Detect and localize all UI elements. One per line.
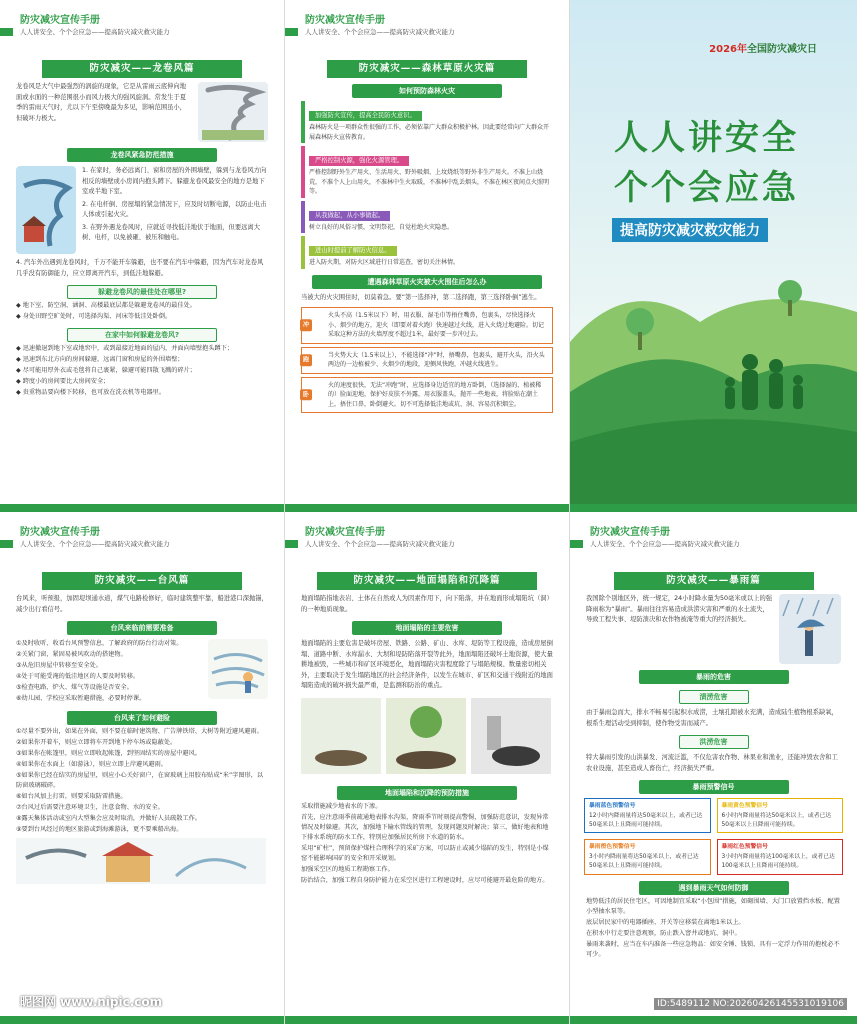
rain-defense-2: 底层居民家中的电器插座、开关等应移装在离地1米以上。 (586, 918, 745, 926)
fire-prevent-item-title: 从我做起，从小事做起。 (309, 211, 390, 221)
typhoon-prepare-item: ②关紧门窗，紧固易被风吹动的搭建物。 (16, 651, 127, 658)
rain-signal-card (584, 798, 711, 833)
typhoon-avoid-item: ⑨要到台风经过的地区旅游或到海滩游泳，更不要乘船出海。 (16, 826, 183, 833)
panel-footer-bar (570, 1016, 857, 1024)
tornado-home-4-text: 跨度小的房间要比大房间安全； (22, 378, 110, 385)
rain-signal-name: 暴雨蓝色预警信号 (589, 803, 636, 809)
rain-signal-text: 3小时内降雨量将达100毫米以上，或者已达100毫米以上且降雨可能持续。 (721, 854, 835, 869)
typhoon-prepare-item: ③从危旧房屋中转移至安全处。 (16, 662, 102, 669)
rain-intro: 我国除个别地区外，统一规定，24小时降水量为50毫米或以上的强降雨称为“暴雨”。暴雨往往容易造成洪涝灾害和严重的水土流失，导致工程失事、堤防溃决和农作物被淹等重大的经济损失。 (586, 595, 773, 623)
fire-prevent-item-title: 加强防火宣传，提高全民防火意识。 (309, 111, 422, 121)
typhoon-prepare-heading: 台风来临前需要准备 (67, 621, 217, 635)
tornado-home-2-text: 迅速到东北方向的房间躲避，远离门窗和房屋的外围墙壁； (22, 356, 184, 363)
tornado-home-5-text: 贵重物品要向楼下转移，也可放在洗衣机等电器里。 (22, 389, 166, 396)
tornado-home-3-text: 尽可能用厚外衣或毛毯将自己裹紧，躲避可能四散飞溅的碎片； (22, 367, 196, 374)
cover-year-number: 2026年 (709, 44, 747, 55)
tornado-best-1: ◆ 地下室、防空洞、涵洞、高楼最底层都是躲避龙卷风的最佳处。 (16, 302, 196, 309)
tornado-house-icon (16, 166, 76, 254)
cover-landscape-icon (570, 252, 857, 512)
rain-signal-text: 3小时内降雨量将达50毫米以上，或者已达50毫米以上且降雨可能持续。 (589, 854, 699, 869)
tornado-intro-row (16, 82, 268, 142)
panel-ground-collapse (285, 512, 570, 1024)
tornado-home-2: ◆ 迅速到东北方向的房间躲避，远离门窗和房屋的外围墙壁； (16, 356, 184, 363)
tornado-measures-heading: 龙卷风紧急防范措施 (67, 148, 217, 162)
typhoon-avoid-item: ⑥如台风加上打雷，则要采取防雷措施。 (16, 793, 127, 800)
panel-rainstorm (570, 512, 857, 1024)
rain-signal-card (717, 839, 844, 874)
tornado-home-1: ◆ 迅速撤退到地下室或地窖中，或到最接近地面的屋内，并面向墙壁抱头蹲下； (16, 345, 234, 352)
fire-prevent-item (301, 236, 553, 269)
header-accent (0, 28, 13, 36)
section-title: 防灾减灾——地面塌陷和沉降篇 (317, 572, 537, 590)
panel-footer-bar (0, 504, 284, 512)
fire-escape-tag: 跑 (300, 354, 312, 366)
section-title: 防灾减灾——台风篇 (42, 572, 242, 590)
fire-escape-tag: 冲 (300, 320, 312, 332)
header-accent (285, 540, 298, 548)
header-accent (0, 540, 13, 548)
typhoon-wind-icon (208, 639, 268, 699)
tornado-best-2-text: 身处田野空旷处时，可选择沟渠、河床等低洼处卧倒。 (22, 313, 172, 320)
header-subtitle: 人人讲安全、个个会应急——提高防灾减灾救灾能力 (20, 28, 170, 36)
fire-prevent-item-title: 进山时提前了解防火信息。 (309, 246, 397, 256)
fire-prevent-item-text: 进入防火期，对防火区域进行日常巡查，密切关注林情。 (309, 259, 460, 266)
tornado-home-4: ◆ 跨度小的房间要比大房间安全； (16, 378, 110, 385)
brochure-inner-side (0, 512, 857, 1024)
typhoon-avoid-item: ⑦台风过后需要注意环境卫生，注意食物、水的安全。 (16, 804, 164, 811)
rain-signal-text: 6小时内降雨量将达50毫米以上，或者已达50毫米以上且降雨可能持续。 (721, 812, 832, 828)
tornado-home-heading: 在家中如何躲避龙卷风? (67, 328, 217, 342)
panel-footer-bar (0, 1016, 284, 1024)
rain-signal-grid (584, 798, 843, 875)
fire-prevent-item (301, 146, 553, 198)
typhoon-prepare-row (16, 639, 268, 705)
typhoon-intro: 台风来，听预报，加固堤坝通水道，煤气电路检修好，临时建筑整牢靠，船进港口深抛锚，减少出行看信号。 (16, 595, 268, 613)
rain-harm-2-title: 洪涝危害 (679, 735, 749, 749)
ground-prevent-heading: 地面塌陷和沉降的预防措施 (337, 786, 517, 800)
rain-signal-card (717, 798, 844, 833)
section-title: 防灾减灾——暴雨篇 (614, 572, 814, 590)
ground-harm-heading: 地面塌陷的主要危害 (352, 621, 502, 635)
typhoon-avoid-item: ⑤如果你已经在结实的房屋里，则应小心关好窗户，在窗玻璃上用胶布贴成“米”字图形，以防窗玻璃破碎。 (16, 772, 264, 789)
typhoon-prepare-list (16, 639, 202, 705)
typhoon-scene-icon (16, 838, 266, 884)
ground-prevent-5: 防治结合，加强工程自身防护能力在采空区进行工程建设时，应尽可能避开最危险的地方。 (301, 876, 549, 884)
header-title: 防灾减灾宣传手册 (305, 15, 385, 26)
ground-prevent-2: 首先，应注意雨季前疏通地表排水沟渠，降雨季节时刻提高警惕，加强防范意识，发现异常情况及时躲避。其次，加强地下输水管线的管理，发现问题及时解决；第三，做好地表和地下排水系统的防水工作，特别应加强居民所房下水道的防水。 (301, 813, 549, 841)
ground-harm-text: 地面塌陷的主要危害是破坏房屋、铁路、公路、矿山、水库、堤防等工程设施，造成房屋倒塌、道路中断、水库漏水、大坝和堤防陷落开裂等此外，地面塌陷还破坏土地资源，使大量耕地被毁，一些城市和矿区环境恶化，地面塌陷灾害程度除了与塌陷规模、数量密切相关外，主要取决于发生塌陷地区的社会经济条件，以发生在城市、矿区和交通干线附近的地面塌陷造成的破坏损失最严重，是监测和防治的重点。 (301, 640, 553, 689)
watermark-site: 昵图网 www.nipic.com (20, 995, 163, 1009)
tornado-home-3: ◆ 尽可能用厚外衣或毛毯将自己裹紧，躲避可能四散飞溅的碎片； (16, 367, 196, 374)
ground-prevent-3: 采用“矿柱”，预留保护煤柱合理科学的采矿方案，可以防止或减少塌陷的发生，特别是小煤窑不能影响国矿的安全和开采规划。 (301, 844, 549, 862)
fire-escape-text: 火的速度很快，无法“冲跑”时，应选择身边适宜的地方卧倒，（选择湿的、植被稀的）脸面迎地，保护好皮肤不外露，用衣服盖头，抛开一些地表，将脸贴在潮土上，捂住口鼻，卧倒避火。切不可选择低洼地或坑、洞、容易沉积烟尘。 (328, 381, 542, 408)
typhoon-prepare-item: ④处于可能受淹的低洼地区的人要及时转移。 (16, 673, 140, 680)
header-subtitle: 人人讲安全、个个会应急——提高防灾减灾救灾能力 (305, 540, 455, 548)
rain-signal-name: 暴雨橙色预警信号 (589, 844, 636, 851)
tornado-home-5: ◆ 贵重物品要向楼下转移，也可放在洗衣机等电器里。 (16, 389, 166, 396)
typhoon-avoid-list (0, 727, 284, 835)
fire-prevent-item-text: 严格控制野外生产用火、生活用火、野外吸烟、上坟烧纸等野外非生产用火。不准上山烧荒，不准个人上山用火，不准林中生火取暖，不准林中乱丢烟头，不准在林区夜间点火照明等。 (309, 169, 550, 195)
typhoon-avoid-item: ①尽量不要外出，如果在外面，则不要在临时建筑物、广告牌铁塔、大树等附近避风避雨。 (16, 728, 263, 735)
typhoon-prepare-item: ⑤检查电路、炉火、煤气等设施是否安全。 (16, 684, 133, 691)
tornado-measure-1: 1. 在家时，务必远离门、窗和房屋的外围墙壁，躲到与龙卷风方向相反的墙壁或小房间内抱头蹲下。躲避龙卷风最安全的地方是地下室或半地下室。 (82, 167, 267, 195)
header-subtitle: 人人讲安全、个个会应急——提高防灾减灾救灾能力 (590, 540, 740, 548)
fire-trapped-heading: 遭遇森林草原火灾被大火围住后怎么办 (312, 275, 542, 289)
fire-prevent-item-title: 严格控制火源，强化火源管理。 (309, 156, 409, 166)
cover-year (709, 40, 817, 55)
typhoon-avoid-item: ④如果你在水面上（如游泳），则应立即上岸避风避雨。 (16, 761, 167, 768)
tornado-intro: 龙卷风是大气中最强烈的涡旋的现象，它是从雷雨云底伸向地面或水面的一种范围很小而风力极大的强风旋涡。常发生于夏季的雷雨天气时，尤以下午至傍晚最为多见，影响范围虽小，但破坏力极大。 (16, 83, 187, 122)
rain-signal-card (584, 839, 711, 874)
typhoon-prepare-item: ①及时收听、收看台风预警信息，了解政府的防台行动对策。 (16, 640, 183, 647)
rain-defense-1: 地势低洼的居民住宅区，可因地制宜采取“小包围”措施，如砌围墙、大门口放置挡水板、配置小型抽水泵等。 (586, 897, 840, 915)
cover-headline-1: 人人讲安全 (614, 118, 799, 158)
panel-footer-bar (285, 1016, 569, 1024)
cover-slogan: 提高防灾减灾救灾能力 (612, 218, 768, 242)
panel-typhoon (0, 512, 285, 1024)
panel-header (0, 0, 284, 62)
rain-defense-4: 暴雨来袭时，应当在车内准备一些应急物品：如安全锤、钱锁、具有一定浮力作用的抱枕必不可少。 (586, 940, 840, 958)
panel-header (285, 0, 569, 62)
typhoon-prepare-item: ⑥幼儿园、学校应采取暂避措施，必要时停课。 (16, 695, 146, 702)
fire-prevent-item-text: 森林防火是一项群众性很强的工作，必须依靠广大群众积极护林。因此要经常向广大群众开展森林防火宣传教育。 (309, 124, 550, 141)
tornado-measure-4: 4. 汽车外出遇到龙卷风时，千万不能开车躲避，也不要在汽车中躲避，因为汽车对龙卷风几乎没有防御能力，应立即离开汽车，到低洼地躲避。 (16, 259, 264, 277)
rain-harm-1-title: 渍涝危害 (679, 690, 749, 704)
tornado-best-place-heading: 躲避龙卷风的最佳处在哪里? (67, 285, 217, 299)
tornado-measures-row (16, 166, 268, 254)
panel-tornado (0, 0, 285, 512)
panel-cover (570, 0, 857, 512)
header-accent (285, 28, 298, 36)
rain-signal-heading: 暴雨预警信号 (639, 780, 789, 794)
typhoon-avoid-item: ③如果你在帐篷里，则应立即收起帐篷，到坚固结实的房屋中避风。 (16, 750, 201, 757)
header-title: 防灾减灾宣传手册 (20, 527, 100, 538)
typhoon-avoid-item: ②如果你开着车，则应立即将车开到地下停车场或隐蔽处。 (16, 739, 177, 746)
panel-footer-bar (285, 504, 569, 512)
tornado-home-1-text: 迅速撤退到地下室或地窖中，或到最接近地面的屋内，并面向墙壁抱头蹲下； (22, 345, 234, 352)
fire-prevent-item (301, 101, 553, 143)
watermark-id: ID:5489112 NO:20260426145531019106 (654, 998, 847, 1010)
section-title: 防灾减灾——森林草原火灾篇 (327, 60, 527, 78)
rain-harm-1-text: 由于暴雨急而大，排水不畅易引起积水成涝，土壤孔隙被水充满，造成陆生植物根系缺氧，根系生理活动受到抑制，使作物受害而减产。 (586, 709, 838, 727)
panel-forest-fire (285, 0, 570, 512)
rain-signal-text: 12小时内降雨量将达50毫米以上，或者已达50毫米以上且降雨可能持续。 (589, 812, 703, 828)
fire-escape-item (301, 377, 553, 414)
panel-footer-bar (570, 504, 857, 512)
rain-harm-2-text: 特大暴雨引发的山洪暴发、河流泛滥，不仅危害农作物、林果业和渔业，还能冲毁农舍和工农业设施，甚至造成人畜伤亡，经济损失严重。 (586, 754, 838, 772)
fire-prevent-item (301, 201, 553, 234)
header-subtitle: 人人讲安全、个个会应急——提高防灾减灾救灾能力 (20, 540, 170, 548)
fire-escape-tag: 卧 (300, 389, 312, 401)
panel-header (0, 512, 284, 574)
rain-signal-name: 暴雨红色预警信号 (721, 844, 768, 851)
tornado-measure-3: 3. 在野外遇龙卷风时，应就近寻找低洼地伏于地面，但要远离大树、电杆，以免被砸、被压和触电。 (82, 223, 261, 241)
rain-signal-name: 暴雨黄色预警信号 (721, 803, 768, 809)
rain-defense-3: 在积水中行走要注意观察，防止跌入窨井或地坑、洞中。 (586, 929, 741, 937)
header-title: 防灾减灾宣传手册 (20, 15, 100, 26)
header-title: 防灾减灾宣传手册 (305, 527, 385, 538)
fire-escape-item (301, 307, 553, 344)
tornado-best-1-text: 地下室、防空洞、涵洞、高楼最底层都是躲避龙卷风的最佳处。 (22, 302, 196, 309)
fire-prevent-list (285, 101, 569, 269)
header-accent (570, 540, 583, 548)
ground-intro: 地面塌陷指地表岩、土体在自然或人为因素作用下，向下陷落，并在地面形成塌陷坑（洞）的一种地质现象。 (301, 595, 553, 613)
fire-escape-text: 当火势大大（1.5米以上），不能选择“冲”时，捂嘴鼻，包裹头，避开火头，沿火头两边的一边植被少、火烟少的地段，迎侧风快跑，冲越火线逃生。 (328, 351, 545, 368)
cover-year-text: 全国防灾减灾日 (747, 44, 817, 55)
rain-defense-heading: 遇到暴雨天气如何防御 (639, 881, 789, 895)
tornado-measure-2: 2. 在电杆倒、房屋塌的紧急情况下，应及时切断电源，以防止电击人体或引起火灾。 (82, 200, 267, 218)
ground-collapse-illustration-icon (301, 698, 551, 774)
fire-trapped-intro: 当被大的火灾围住时，切莫着急。要“第一选择冲，第二选择跑，第三选择卧倒”逃生。 (301, 293, 541, 301)
panel-header (285, 512, 569, 574)
tornado-best-2: ◆ 身处田野空旷处时，可选择沟渠、河床等低洼处卧倒。 (16, 313, 172, 320)
typhoon-avoid-item: ⑧露天集体活动或室内大型集会应及时取消，并做好人员疏散工作。 (16, 815, 201, 822)
header-title: 防灾减灾宣传手册 (590, 527, 670, 538)
fire-escape-text: 火头不高（1.5米以下）时，用衣服、湿毛巾等捂住嘴鼻，包裹头，尽快选择火小、烟少的地方，迎火（即要对着火跑）快速越过火线，进入火烧过地避险。切记采取这种方法的火墙厚度不超过1米，最好要一步冲过去。 (328, 312, 545, 338)
rain-intro-row (586, 594, 841, 664)
rain-harm-heading: 暴雨的危害 (639, 670, 789, 684)
typhoon-avoid-heading: 台风来了如何避险 (67, 711, 217, 725)
section-title: 防灾减灾——龙卷风篇 (42, 60, 242, 78)
fire-escape-list (285, 307, 569, 413)
fire-prevent-heading: 如何预防森林火灾 (352, 84, 502, 98)
ground-prevent-4: 加强采空区的地质工程勘察工作。 (301, 865, 394, 873)
fire-escape-item (301, 347, 553, 374)
panel-header (570, 512, 857, 574)
rainstorm-illustration-icon (779, 594, 841, 664)
fire-prevent-item-text: 树立良好的风俗习惯，文明祭祀，自觉杜绝火灾隐患。 (309, 223, 454, 231)
ground-prevent-1: 采取措施减少地表水的下渗。 (301, 802, 382, 810)
cover-headline-2: 个个会应急 (614, 168, 799, 208)
header-subtitle: 人人讲安全、个个会应急——提高防灾减灾救灾能力 (305, 28, 455, 36)
tornado-illustration-icon (198, 82, 268, 142)
